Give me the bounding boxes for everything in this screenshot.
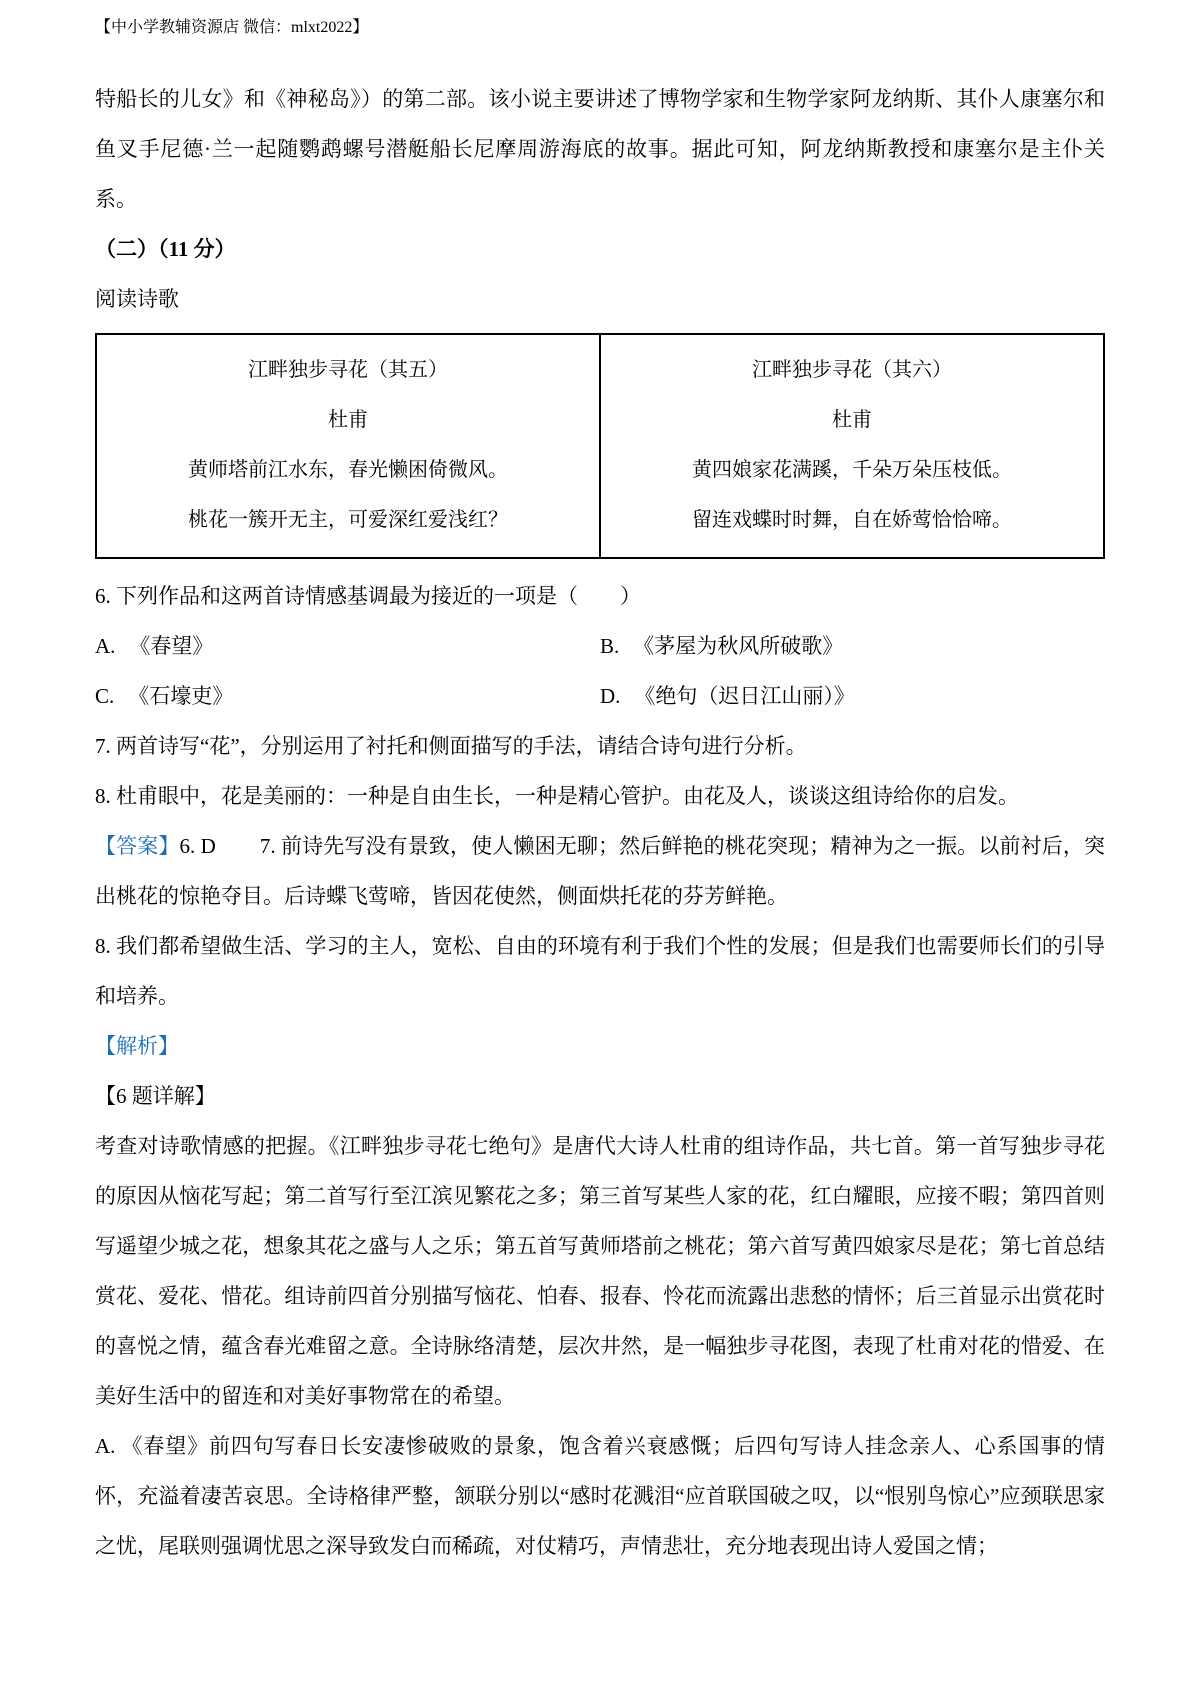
question-6-options [95,621,1105,721]
poem-five-author: 杜甫 [328,409,368,431]
question-6-text: 6. 下列作品和这两首诗情感基调最为接近的一项是（ ） [95,584,641,608]
option-a-text: 《春望》 [129,634,214,658]
poem-five-title: 江畔独步寻花（其五） [248,359,448,381]
answer-q8-paragraph: 8. 我们都希望做生活、学习的主人，宽松、自由的环境有利于我们个性的发展；但是我们也需要师长们的引导和培养。 [95,934,1105,1008]
poem-table [95,333,1105,559]
novel-intro-paragraph: 特船长的儿女》和《神秘岛》）的第二部。该小说主要讲述了博物学家和生物学家阿龙纳斯、其仆人康塞尔和鱼叉手尼德·兰一起随鹦鹉螺号潜艇船长尼摩周游海底的故事。据此可知，阿龙纳斯教授和康塞尔是主仆关系。 [95,87,1105,211]
poem-six-author: 杜甫 [832,409,872,431]
poem-cell-five [96,334,600,558]
option-c-label: C. [95,684,115,708]
question-6-detail-heading: 【6 题详解】 [95,1084,216,1108]
reading-label: 阅读诗歌 [95,287,179,311]
option-d-label: D. [600,684,621,708]
option-d-text: 《绝句（迟日江山丽）》 [634,684,855,708]
analysis-label: 【解析】 [95,1034,179,1058]
poem-table-row [96,334,1104,558]
option-b-label: B. [600,634,620,658]
answer-paragraph [95,821,1105,921]
option-b-text: 《茅屋为秋风所破歌》 [633,634,844,658]
poem-six-title: 江畔独步寻花（其六） [752,359,952,381]
analysis-paragraph: 考查对诗歌情感的把握。《江畔独步寻花七绝句》是唐代大诗人杜甫的组诗作品，共七首。第一首写独步寻花的原因从恼花写起；第二首写行至江滨见繁花之多；第三首写某些人家的花，红白耀眼，应接不暇；第四首则写遥望少城之花，想象其花之盛与人之乐；第五首写黄师塔前之桃花；第六首写黄四娘家尽是花；第七首总结赏花、爱花、惜花。组诗前四首分别描写恼花、怕春、报春、怜花而流露出悲愁的情怀；后三首显示出赏花时的喜悦之情，蕴含春光难留之意。全诗脉络清楚，层次井然，是一幅独步寻花图，表现了杜甫对花的惜爱、在美好生活中的留连和对美好事物常在的希望。 [95,1134,1105,1408]
option-c-text: 《石壕吏》 [128,684,234,708]
question-8-text: 8. 杜甫眼中，花是美丽的：一种是自由生长，一种是精心管护。由花及人，谈谈这组诗给你的启发。 [95,784,1019,808]
option-d [600,671,1105,721]
poem-six-verse-2: 留连戏蝶时时舞，自在娇莺恰恰啼。 [692,509,1012,531]
question-7-text: 7. 两首诗写“花”，分别运用了衬托和侧面描写的手法，请结合诗句进行分析。 [95,734,807,758]
answer-q6: 6. D [179,834,216,858]
option-c [95,671,600,721]
analysis-option-a-paragraph: A. 《春望》前四句写春日长安凄惨破败的景象，饱含着兴衰感慨；后四句写诗人挂念亲人、心系国事的情怀，充溢着凄苦哀思。全诗格律严整，颔联分别以“感时花溅泪“应首联国破之叹，以“恨别鸟惊心”应颈联思家之忧，尾联则强调忧思之深导致发白而稀疏，对仗精巧，声情悲壮，充分地表现出诗人爱国之情； [95,1434,1105,1558]
watermark-header: 【中小学教辅资源店 微信：mlxt2022】 [95,19,369,36]
answer-label: 【答案】 [95,834,180,858]
section-heading: （二）（11 分） [95,237,236,261]
poem-six-verse-1: 黄四娘家花满蹊，千朵万朵压枝低。 [692,459,1012,481]
answer-q7: 7. 前诗先写没有景致，使人懒困无聊；然后鲜艳的桃花突现；精神为之一振。以前衬后，突出桃花的惊艳夺目。后诗蝶飞莺啼，皆因花使然，侧面烘托花的芬芳鲜艳。 [95,834,1106,908]
option-a [95,621,600,671]
poem-five-verse-1: 黄师塔前江水东，春光懒困倚微风。 [188,459,508,481]
option-a-label: A. [95,634,116,658]
poem-cell-six [600,334,1104,558]
poem-five-verse-2: 桃花一簇开无主，可爱深红爱浅红？ [188,509,508,531]
option-b [600,621,1105,671]
